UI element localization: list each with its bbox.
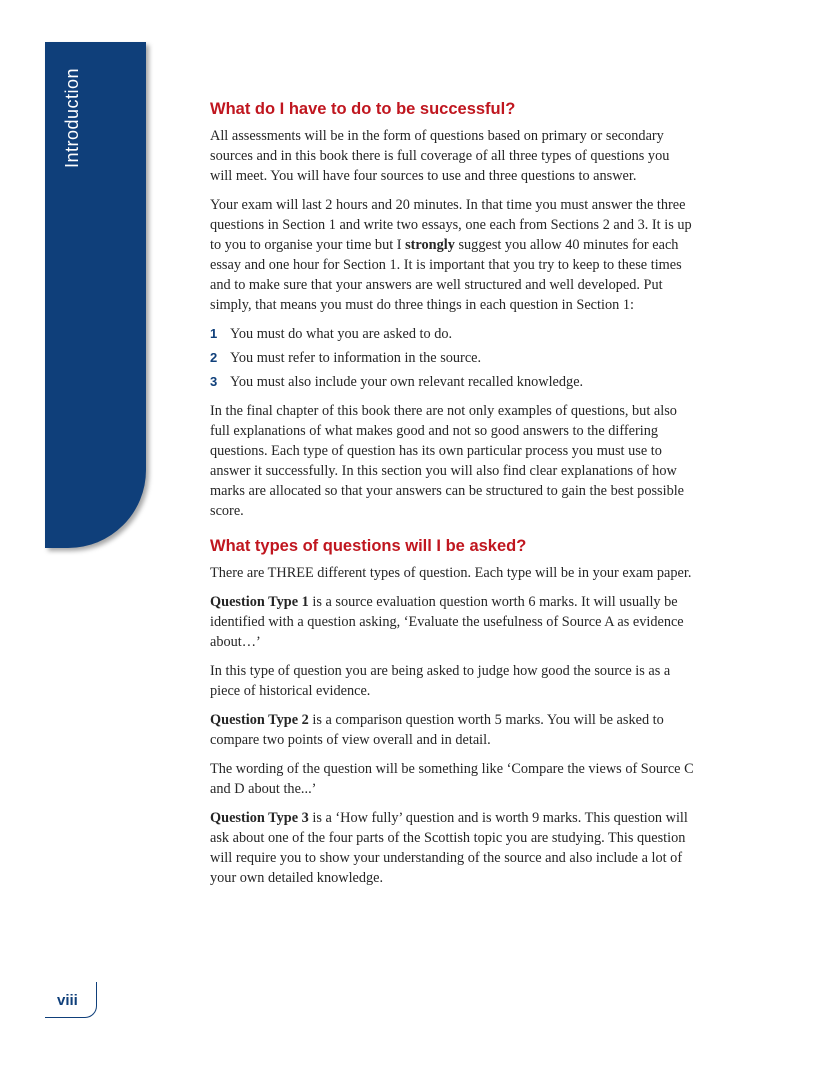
paragraph: In the final chapter of this book there are not only examples of questions, but also full explanations of what makes good and not so good answers to the differing questions. Each type of question has its own particular process you must use to answer it successfully. In this section you will also find clear explanations of how marks are allocated so that your answers can be structured to gain the best possible score. [210,403,685,519]
paragraph: All assessments will be in the form of questions based on primary or secondary sources and in this book there is full coverage of all three types of questions you will meet. You will have four sources to use and three questions to answer. [210,128,670,184]
paragraph: Question Type 1 is a source evaluation question worth 6 marks. It will usually be identified with a question asking, ‘Evaluate the usefulness of Source A as evidence about…’ [210,594,684,650]
list-item: 1 You must do what you are asked to do. [210,326,453,342]
side-tab-label: Introduction [62,67,82,168]
section-heading-success: What do I have to do to be successful? [210,100,516,118]
main-content [210,98,695,897]
section-heading-question-types: What types of questions will I be asked? [210,537,527,555]
numbered-list [210,324,695,392]
paragraph: Your exam will last 2 hours and 20 minutes. In that time you must answer the three questions in Section 1 and write two essays, one each from Sections 2 and 3. It is up to you to organise your time but I strongly suggest you allow 40 minutes for each essay and one hour for Section 1. It is important that you try to keep to these times and to make sure that your answers are well structured and well developed. Put simply, that means you must do three things in each question in Section 1: [210,197,692,313]
page-number: viii [57,992,78,1009]
paragraph: Question Type 3 is a ‘How fully’ question and is worth 9 marks. This question will ask about one of the four parts of the Scottish topic you are studying. This question will require you to show your understanding of the source and also include a lot of your own detailed knowledge. [210,810,688,886]
paragraph: The wording of the question will be something like ‘Compare the views of Source C and D about the...’ [210,761,694,797]
page-number-badge [45,982,97,1018]
side-tab [45,42,146,548]
list-item: 2 You must refer to information in the source. [210,350,482,366]
paragraph: In this type of question you are being asked to judge how good the source is as a piece of historical evidence. [210,663,671,699]
paragraph: There are THREE different types of question. Each type will be in your exam paper. [210,565,692,581]
list-item: 3 You must also include your own relevant recalled knowledge. [210,374,584,390]
paragraph: Question Type 2 is a comparison question worth 5 marks. You will be asked to compare two points of view overall and in detail. [210,712,664,748]
